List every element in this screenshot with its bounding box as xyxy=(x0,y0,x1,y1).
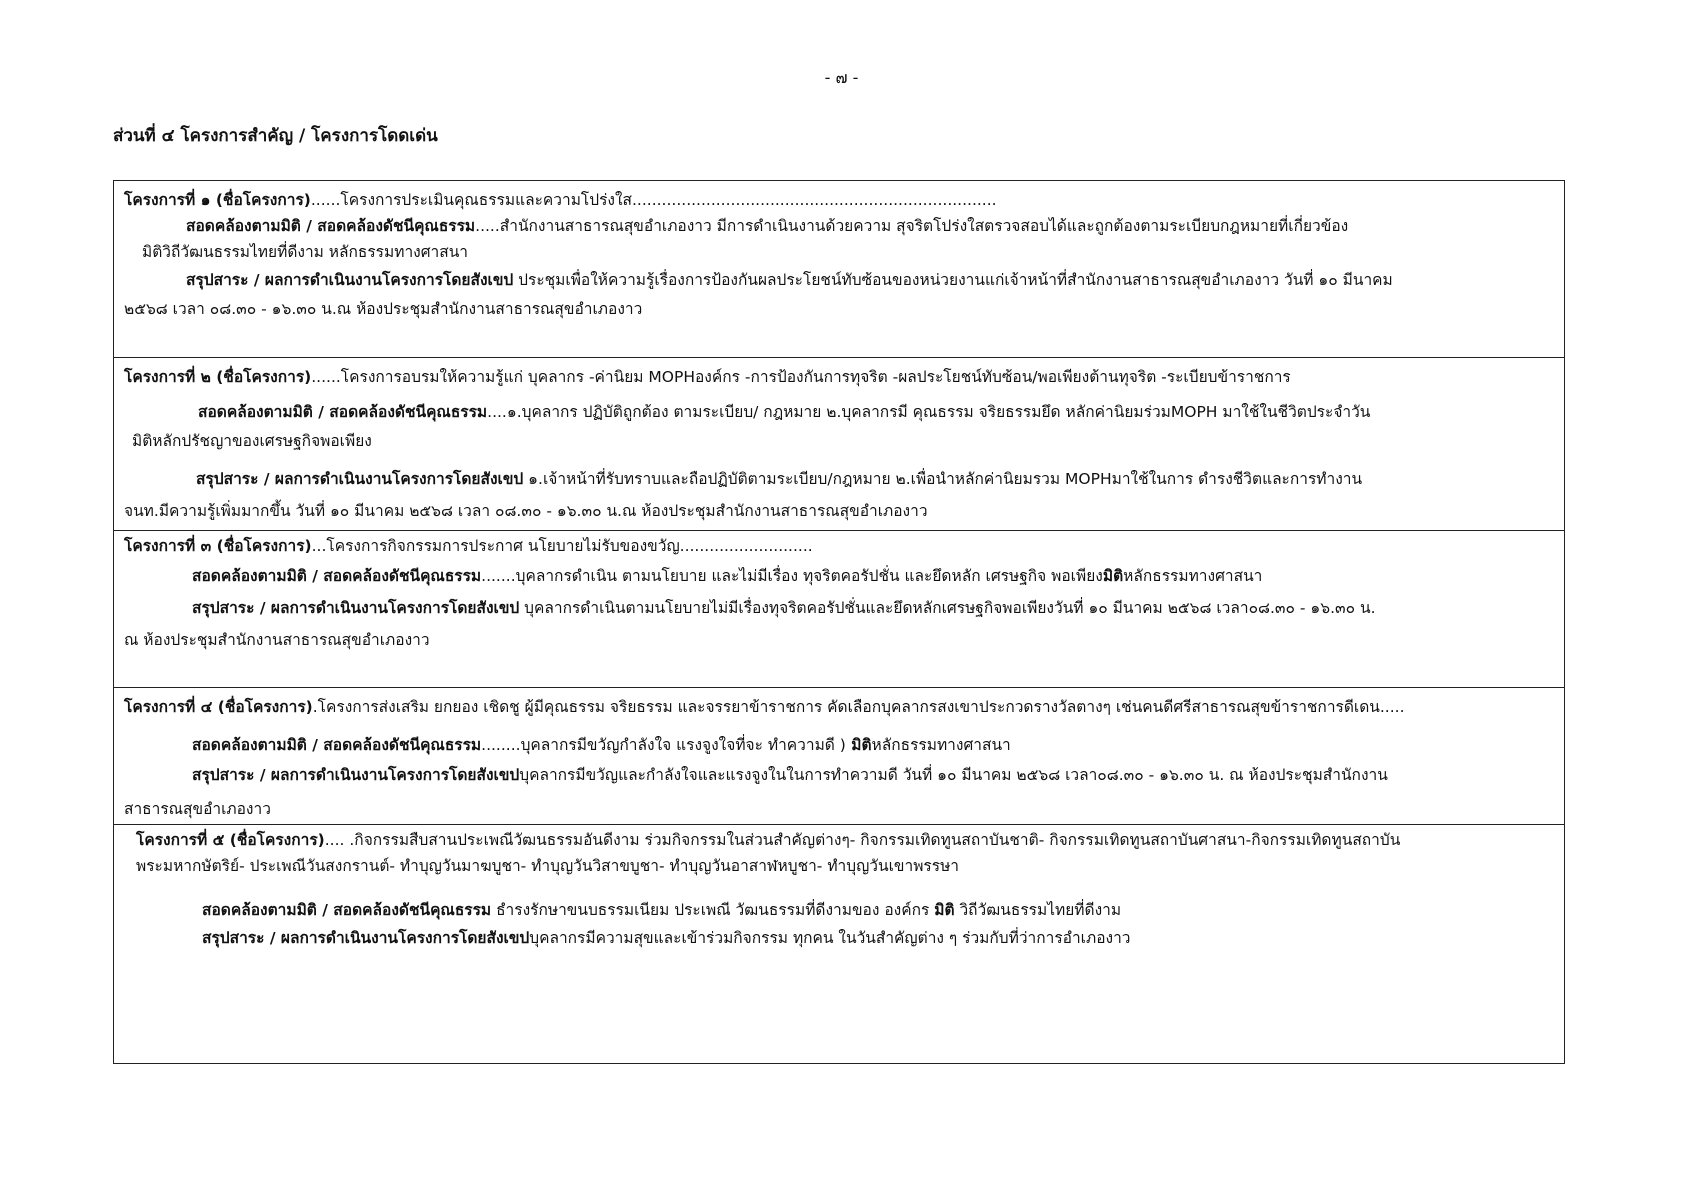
alignment-dimension-label: มิติ xyxy=(1102,567,1124,585)
project-title-line xyxy=(124,189,997,211)
project-title-text: ......โครงการประเมินคุณธรรมและความโปร่งใส.......................................................................... xyxy=(310,191,997,209)
project-title-label: โครงการที่ ๕ (ชื่อโครงการ) xyxy=(136,831,325,849)
project-summary-line-2 xyxy=(124,798,271,820)
project-box-5 xyxy=(113,824,1565,1064)
alignment-label: สอดคล้องตามมิติ / สอดคล้องดัชนีคุณธรรม xyxy=(198,403,488,421)
project-summary-line xyxy=(186,269,1393,291)
alignment-text-2: มิติวิถีวัฒนธรรมไทยที่ดีงาม หลักธรรมทางศาสนา xyxy=(142,243,469,261)
summary-text-2: จนท.มีความรู้เพิ่มมากขึ้น วันที่ ๑๐ มีนาคม ๒๕๖๘ เวลา ๐๘.๓๐ - ๑๖.๓๐ น.ณ ห้องประชุมสำนักงานสาธารณสุขอำเภองาว xyxy=(124,502,928,520)
project-alignment-line xyxy=(198,401,1370,423)
alignment-text: ........บุคลากรมีขวัญกำลังใจ แรงจูงใจที่จะ ทำความดี ) xyxy=(481,736,846,754)
alignment-text-2: มิติหลักปรัชญาของเศรษฐกิจพอเพียง xyxy=(132,432,372,450)
alignment-label: สอดคล้องตามมิติ / สอดคล้องดัชนีคุณธรรม xyxy=(202,901,492,919)
project-title-line-2 xyxy=(136,855,959,877)
project-box-4 xyxy=(113,687,1565,825)
alignment-text: ธำรงรักษาขนบธรรมเนียม ประเพณี วัฒนธรรมที่ดีงามของ องค์กร xyxy=(491,901,935,919)
alignment-dimension-label: มิติ xyxy=(934,901,955,919)
project-title-line xyxy=(124,696,1405,718)
summary-label: สรุปสาระ / ผลการดำเนินงานโครงการโดยสังเขป xyxy=(192,599,520,617)
project-title-text: .โครงการส่งเสริม ยกยอง เชิดชู ผู้มีคุณธรรม จริยธรรม และจรรยาข้าราชการ คัดเลือกบุคลากรสงเขาประกวดรางวัลตางๆ เช่นคนดีศรีสาธารณสุขข้าราชการดีเดน..... xyxy=(312,698,1405,716)
alignment-text-2: หลักธรรมทางศาสนา xyxy=(871,736,1011,754)
summary-label: สรุปสาระ / ผลการดำเนินงานโครงการโดยสังเขป xyxy=(196,470,524,488)
project-title-label: โครงการที่ ๒ (ชื่อโครงการ) xyxy=(124,368,312,386)
project-alignment-line xyxy=(186,215,1348,237)
project-box-1 xyxy=(113,180,1565,358)
alignment-text: .....สำนักงานสาธารณสุขอำเภองาว มีการดำเนินงานด้วยความ สุจริตโปร่งใสตรวจสอบได้และถูกต้องตามระเบียบกฎหมายที่เกี่ยวข้อง xyxy=(475,217,1349,235)
summary-text: ๑.เจ้าหน้าที่รับทราบและถือปฏิบัติตามระเบียบ/กฎหมาย ๒.เพื่อนำหลักค่านิยมรวม MOPHมาใช้ในการ ดำรงชีวิตและการทำงาน xyxy=(523,470,1363,488)
summary-text: บุคลากรมีขวัญและกำลังใจและแรงจูงในในการทำความดี วันที่ ๑๐ มีนาคม ๒๕๖๘ เวลา๐๘.๓๐ - ๑๖.๓๐ น. ณ ห้องประชุมสำนักงาน xyxy=(519,766,1388,784)
alignment-label: สอดคล้องตามมิติ / สอดคล้องดัชนีคุณธรรม xyxy=(186,217,476,235)
summary-label: สรุปสาระ / ผลการดำเนินงานโครงการโดยสังเขป xyxy=(186,271,514,289)
summary-label: สรุปสาระ / ผลการดำเนินงานโครงการโดยสังเขป xyxy=(192,766,520,784)
project-alignment-line xyxy=(192,565,1262,587)
project-title-text: ......โครงการอบรมให้ความรู้แก่ บุคลากร -ค่านิยม MOPHองค์กร -การป้องกันการทุจริต -ผลประโยชน์ทับซ้อน/พอเพียงต้านทุจริต -ระเบียบข้าราชการ xyxy=(311,368,1291,386)
alignment-text: ....๑.บุคลากร ปฏิบัติถูกต้อง ตามระเบียบ/ กฎหมาย ๒.บุคลากรมี คุณธรรม จริยธรรมยึด หลักค่านิยมร่วมMOPH มาใช้ในชีวิตประจำวัน xyxy=(487,403,1371,421)
project-alignment-line-2 xyxy=(142,241,468,263)
project-alignment-line xyxy=(202,899,1121,921)
summary-text: ประชุมเพื่อให้ความรู้เรื่องการป้องกันผลประโยชน์ทับซ้อนของหน่วยงานแก่เจ้าหน้าที่สำนักงานสาธารณสุขอำเภองาว วันที่ ๑๐ มีนาคม xyxy=(513,271,1393,289)
project-summary-line-2 xyxy=(124,500,928,522)
project-title-label: โครงการที่ ๑ (ชื่อโครงการ) xyxy=(124,191,311,209)
project-title-label: โครงการที่ ๓ (ชื่อโครงการ) xyxy=(124,537,312,555)
alignment-dimension-label: มิติ xyxy=(845,736,872,754)
project-summary-line xyxy=(196,468,1362,490)
project-box-3 xyxy=(113,530,1565,688)
summary-text-2: ณ ห้องประชุมสำนักงานสาธารณสุขอำเภองาว xyxy=(124,631,430,649)
project-summary-line-2 xyxy=(124,629,430,651)
project-title-line xyxy=(124,366,1291,388)
alignment-text: .......บุคลากรดำเนิน ตามนโยบาย และไม่มีเรื่อง ทุจริตคอรัปชั่น และยึดหลัก เศรษฐกิจ พอเพียง xyxy=(481,567,1103,585)
project-title-text-2: พระมหากษัตริย์- ประเพณีวันสงกรานต์- ทำบุญวันมาฆบูชา- ทำบุญวันวิสาขบูชา- ทำบุญวันอาสาฬหบูชา- ทำบุญวันเขาพรรษา xyxy=(136,857,959,875)
alignment-text-2: วิถีวัฒนธรรมไทยที่ดีงาม xyxy=(954,901,1122,919)
project-title-text: .... .กิจกรรมสืบสานประเพณีวัฒนธรรมอันดีงาม ร่วมกิจกรรมในส่วนสำคัญต่างๆ- กิจกรรมเทิดทูนสถาบันชาติ- กิจกรรมเทิดทูนสถาบันศาสนา-กิจกรรมเทิดทูนสถาบัน xyxy=(324,831,1401,849)
project-box-2 xyxy=(113,357,1565,531)
project-summary-line-2 xyxy=(124,298,642,320)
project-title-line xyxy=(136,829,1400,851)
alignment-text-2: หลักธรรมทางศาสนา xyxy=(1123,567,1263,585)
project-alignment-line xyxy=(192,734,1011,756)
project-summary-line xyxy=(202,927,1130,949)
alignment-label: สอดคล้องตามมิติ / สอดคล้องดัชนีคุณธรรม xyxy=(192,736,482,754)
project-alignment-line-2 xyxy=(132,430,372,452)
summary-text-2: ๒๕๖๘ เวลา ๐๘.๓๐ - ๑๖.๓๐ น.ณ ห้องประชุมสำนักงานสาธารณสุขอำเภองาว xyxy=(124,300,643,318)
project-title-text: ...โครงการกิจกรรมการประกาศ นโยบายไม่รับของขวัญ........................... xyxy=(311,537,813,555)
project-title-line xyxy=(124,535,813,557)
section-title: ส่วนที่ ๔ โครงการสำคัญ / โครงการโดดเด่น xyxy=(113,126,438,146)
project-summary-line xyxy=(192,597,1376,619)
page-number: - ๗ - xyxy=(824,68,859,87)
summary-text: บุคลากรมีความสุขและเข้าร่วมกิจกรรม ทุกคน ในวันสำคัญต่าง ๆ ร่วมกับที่ว่าการอำเภองาว xyxy=(529,929,1131,947)
alignment-label: สอดคล้องตามมิติ / สอดคล้องดัชนีคุณธรรม xyxy=(192,567,482,585)
project-title-label: โครงการที่ ๔ (ชื่อโครงการ) xyxy=(124,698,313,716)
summary-text-2: สาธารณสุขอำเภองาว xyxy=(124,800,271,818)
project-summary-line xyxy=(192,764,1388,786)
summary-label: สรุปสาระ / ผลการดำเนินงานโครงการโดยสังเขป xyxy=(202,929,530,947)
summary-text: บุคลากรดำเนินตามนโยบายไม่มีเรื่องทุจริตคอรัปชั่นและยึดหลักเศรษฐกิจพอเพียงวันที่ ๑๐ มีนาคม ๒๕๖๘ เวลา๐๘.๓๐ - ๑๖.๓๐ น. xyxy=(519,599,1376,617)
